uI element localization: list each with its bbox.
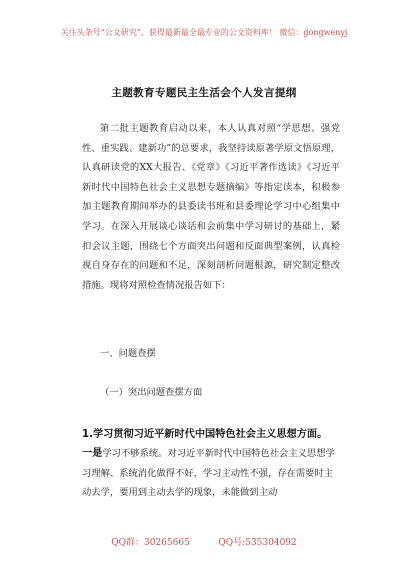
promo-banner: 关注头条号“公文研究”，获得最新最全最专业的公文资料库！ 微信：gongwenyj: [60, 28, 348, 37]
item-paragraph: [82, 444, 340, 503]
item-heading: 1.学习贯彻习近平新时代中国特色社会主义思想方面。: [82, 429, 328, 440]
item-paragraph-lead: 一是: [82, 448, 103, 459]
contact-footer: QQ群：30265665 QQ号:535304092: [111, 538, 297, 548]
section-heading: 一、问题查摆: [100, 348, 156, 359]
subsection-heading: （一）突出问题查摆方面: [100, 387, 203, 398]
intro-paragraph: 第二批主题教育启动以来，本人认真对照“学思想、强党性、重实践、建新功”的总要求，我坚持读原著学原文悟原理，认真研读党的XX大报告、《党章》《习近平著作选读》《习近平新时代中国特色社会主义思想专题摘编》等指定读本，积极参加主题教育期间举办的县委读书班和县委理论学习中心组集中学习。在深入开展谈心谈话和会前集中学习研讨的基础上，紧扣会议主题，围绕七个方面突出问题和反面典型案例，认真检视自身存在的问题和不足，深刻剖析问题根源，研究制定整改措施。现将对照检查情况报告如下：: [82, 123, 340, 291]
document-title: 主题教育专题民主生活会个人发言提纲: [111, 87, 297, 99]
item-paragraph-body: 学习不够系统。对习近平新时代中国特色社会主义思想学习理解、系统消化做得不好，学习主动性不强，存在需要时主动去学，要用到主动去学的现象，未能做到主动: [82, 448, 335, 499]
